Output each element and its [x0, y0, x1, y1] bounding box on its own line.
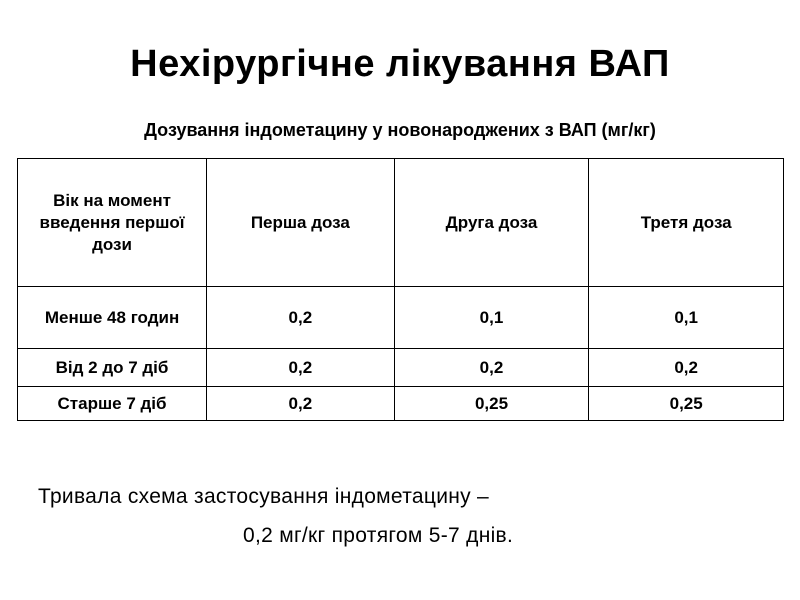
table-row: [18, 387, 784, 421]
first-dose-value: 0,2: [207, 387, 395, 421]
row-age-label: Від 2 до 7 діб: [18, 349, 207, 387]
header-first-dose: Перша доза: [207, 159, 395, 287]
first-dose-value: 0,2: [207, 287, 395, 349]
header-third-dose: Третя доза: [589, 159, 784, 287]
regimen-note-line-2: 0,2 мг/кг протягом 5-7 днів.: [243, 524, 514, 547]
row-age-label: Старше 7 діб: [18, 387, 207, 421]
header-age-at-first-dose: Вік на момент введення першої дози: [18, 159, 207, 287]
row-age-label: Менше 48 годин: [18, 287, 207, 349]
second-dose-value: 0,25: [394, 387, 589, 421]
table-row: [18, 349, 784, 387]
dosage-table: [17, 158, 784, 421]
third-dose-value: 0,2: [589, 349, 784, 387]
first-dose-value: 0,2: [207, 349, 395, 387]
third-dose-value: 0,25: [589, 387, 784, 421]
regimen-note-line-1: Тривала схема застосування індометацину –: [38, 485, 490, 508]
second-dose-value: 0,2: [394, 349, 589, 387]
header-second-dose: Друга доза: [394, 159, 589, 287]
table-header-row: [18, 159, 784, 287]
second-dose-value: 0,1: [394, 287, 589, 349]
table-row: [18, 287, 784, 349]
slide-title: Нехірургічне лікування ВАП: [130, 43, 670, 85]
table-caption: Дозування індометацину у новонароджених з ВАП (мг/кг): [144, 120, 656, 140]
third-dose-value: 0,1: [589, 287, 784, 349]
